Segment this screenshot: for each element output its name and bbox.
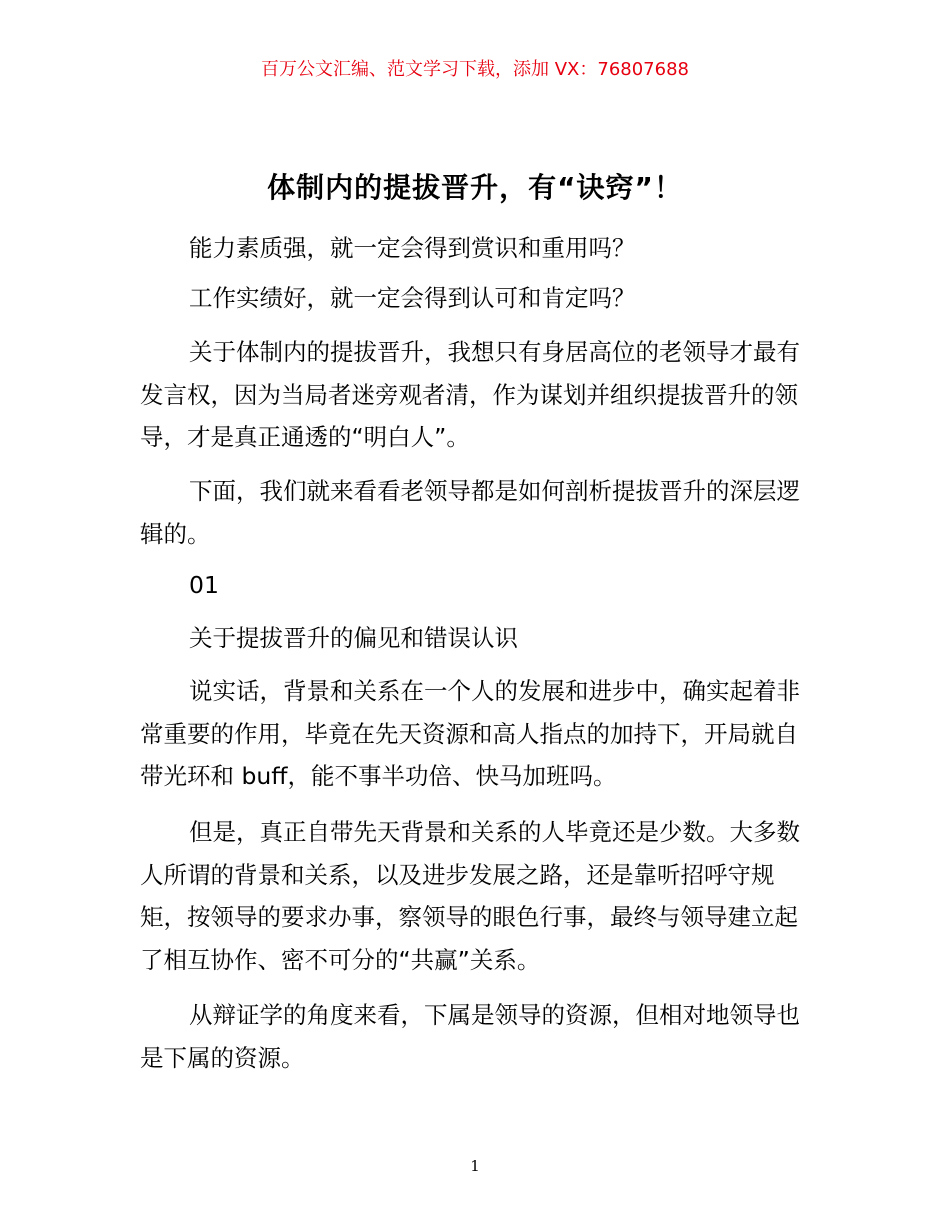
section-number: 01	[189, 571, 219, 599]
paragraph-question-performance: 工作实绩好，就一定会得到认可和肯定吗？	[189, 284, 636, 312]
paragraph-intro: 关于体制内的提拔晋升，我想只有身居高位的老领导才最有发言权，因为当局者迷旁观者清，作为谋划并组织提拔晋升的领导，才是真正通透的“明白人”。	[140, 338, 800, 451]
paragraph-transition: 下面，我们就来看看老领导都是如何剖析提拔晋升的深层逻辑的。	[140, 477, 800, 548]
header-banner: 百万公文汇编、范文学习下载，添加 VX：76807688	[261, 59, 689, 80]
paragraph-background: 说实话，背景和关系在一个人的发展和进步中，确实起着非常重要的作用，毕竟在先天资源和高人指点的加持下，开局就自带光环和 buff，能不事半功倍、快马加班吗。	[140, 677, 800, 790]
paragraph-question-ability: 能力素质强，就一定会得到赏识和重用吗？	[189, 234, 636, 262]
page-number: 1	[470, 1157, 480, 1175]
paragraph-dialectics: 从辩证学的角度来看，下属是领导的资源，但相对地领导也是下属的资源。	[140, 1001, 800, 1072]
paragraph-minority: 但是，真正自带先天背景和关系的人毕竟还是少数。大多数人所谓的背景和关系，以及进步发展之路，还是靠听招呼守规矩，按领导的要求办事，察领导的眼色行事，最终与领导建立起了相互协作、密不可分的“共赢”关系。	[140, 818, 800, 974]
document-title: 体制内的提拔晋升，有“诀窍”！	[267, 171, 683, 204]
section-heading: 关于提拔晋升的偏见和错误认识	[189, 624, 518, 652]
